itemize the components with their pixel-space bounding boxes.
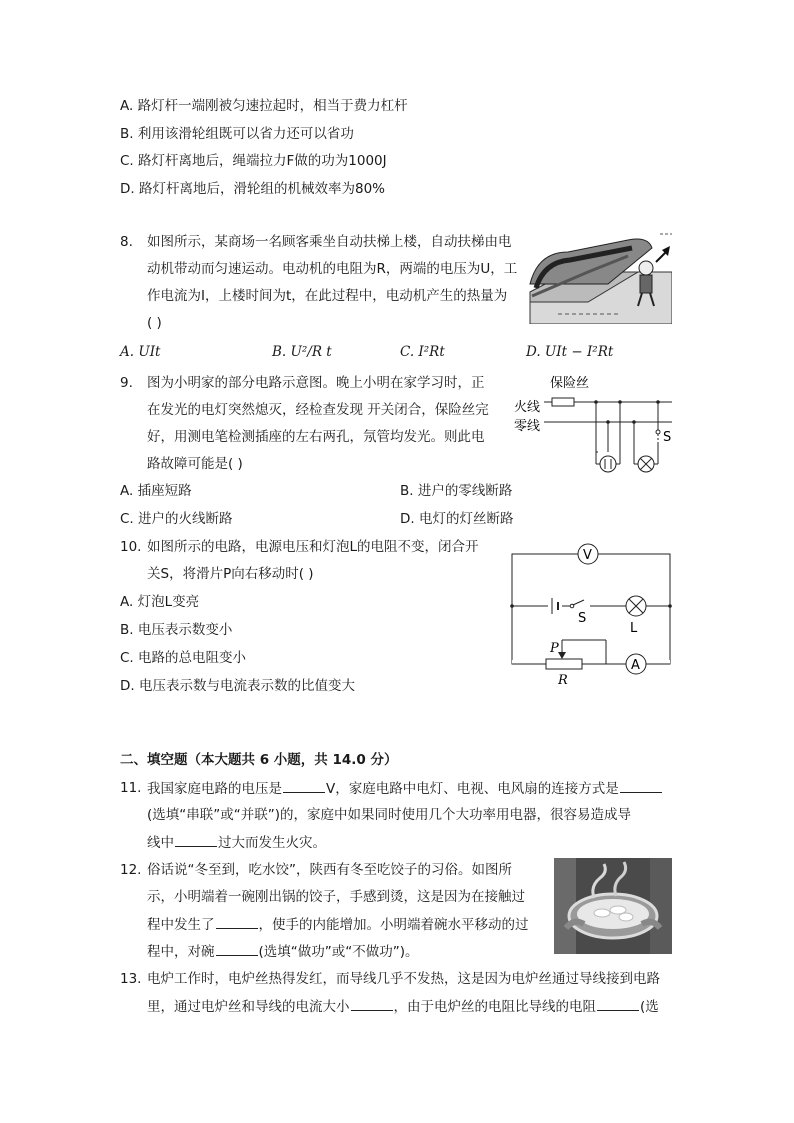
ammeter-label: A [631, 658, 640, 673]
q10-number: 10. [120, 539, 142, 555]
q9-line-3: 好，用测电笔检测插座的左右两孔，氖管均发光。则此电 [147, 429, 485, 445]
q8-option-d: D. UIt − I²Rt [526, 344, 614, 360]
q11-number: 11. [120, 780, 142, 796]
q13-line-2 [147, 996, 659, 1017]
q8-line-4: ( ) [147, 315, 162, 331]
q13-text-2b: ，由于电炉丝的电阻比导线的电阻 [393, 999, 596, 1015]
q10-line-1: 如图所示的电路，电源电压和灯泡L的电阻不变，闭合开 [147, 539, 479, 555]
q12-text-3b: ，使手的内能增加。小明端着碗水平移动的过 [258, 917, 529, 933]
q9-option-a: A. 插座短路 [120, 483, 192, 499]
q12-blank-1 [216, 914, 258, 929]
switch-s-label-2: S [578, 611, 587, 626]
q13-blank-2 [597, 996, 639, 1011]
q12-line-3 [147, 914, 529, 935]
q9-option-d: D. 电灯的灯丝断路 [400, 511, 514, 527]
q10-option-c: C. 电路的总电阻变小 [120, 650, 247, 666]
q13-blank-1 [351, 996, 393, 1011]
escalator-figure [528, 232, 672, 324]
q9-line-2: 在发光的电灯突然熄灭，经检查发现 开关闭合，保险丝完 [147, 402, 489, 418]
lamp-l-label: L [630, 621, 638, 636]
q12-text-4b: (选填“做功”或“不做功”)。 [258, 944, 419, 960]
fuse-label: 保险丝 [550, 376, 590, 391]
q10-option-d: D. 电压表示数与电流表示数的比值变大 [120, 678, 355, 694]
q7-option-c: C. 路灯杆离地后，绳端拉力F做的功为1000J [120, 153, 387, 169]
voltmeter-label: V [583, 548, 592, 563]
q8-option-c: C. I²Rt [400, 344, 445, 360]
q12-line-2: 示，小明端着一碗刚出锅的饺子，手感到烫，这是因为在接触过 [147, 889, 525, 905]
q11-blank-2 [620, 778, 662, 793]
q11-text-3a: 线中 [147, 835, 174, 851]
slider-p-label: P [550, 641, 559, 656]
household-circuit-figure [512, 372, 678, 478]
q12-blank-2 [216, 941, 258, 956]
q13-number: 13. [120, 971, 142, 987]
series-circuit-figure [506, 540, 674, 688]
q11-line-1 [147, 778, 663, 799]
q11-blank-1 [283, 778, 325, 793]
q11-text-1a: 我国家庭电路的电压是 [147, 781, 282, 797]
q7-option-a: A. 路灯杆一端刚被匀速拉起时，相当于费力杠杆 [120, 98, 408, 114]
q12-text-3a: 程中发生了 [147, 917, 215, 933]
q8-line-3: 作电流为I，上楼时间为t，在此过程中，电动机产生的热量为 [147, 288, 508, 304]
q9-option-b: B. 进户的零线断路 [400, 483, 513, 499]
q13-line-1: 电炉工作时，电炉丝热得发红，而导线几乎不发热，这是因为电炉丝通过导线接到电路 [147, 971, 660, 987]
q11-line-3 [147, 832, 326, 853]
q12-text-4a: 程中，对碗 [147, 944, 215, 960]
q10-line-2: 关S，将滑片P向右移动时( ) [147, 566, 314, 582]
switch-s-label: S [663, 430, 672, 445]
q11-blank-3 [175, 832, 217, 847]
q10-option-a: A. 灯泡L变亮 [120, 594, 200, 610]
q9-line-1: 图为小明家的部分电路示意图。晚上小明在家学习时，正 [147, 375, 485, 391]
q13-text-2c: (选 [640, 999, 659, 1015]
q8-line-1: 如图所示，某商场一名顾客乘坐自动扶梯上楼，自动扶梯由电 [147, 234, 512, 250]
q9-line-4: 路故障可能是( ) [147, 456, 243, 472]
q8-option-b: B. U²/R t [272, 344, 332, 360]
q9-option-c: C. 进户的火线断路 [120, 511, 233, 527]
live-wire-label: 火线 [514, 400, 541, 415]
q7-option-b: B. 利用该滑轮组既可以省力还可以省功 [120, 126, 354, 142]
neutral-wire-label: 零线 [514, 419, 541, 434]
q11-line-2: (选填“串联”或“并联”)的，家庭中如果同时使用几个大功率用电器，很容易造成导 [147, 807, 632, 823]
q7-option-d: D. 路灯杆离地后，滑轮组的机械效率为80% [120, 181, 385, 197]
q8-option-a: A. UIt [120, 344, 161, 360]
section-title-fill-in: 二、填空题（本大题共 6 小题，共 14.0 分） [120, 752, 398, 768]
q12-number: 12. [120, 862, 142, 878]
rheostat-r-label: R [558, 673, 568, 688]
q8-line-2: 动机带动而匀速运动。电动机的电阻为R，两端的电压为U，工 [147, 261, 518, 277]
q8-number: 8. [120, 234, 133, 250]
q11-text-1b: V，家庭电路中电灯、电视、电风扇的连接方式是 [326, 781, 619, 797]
q10-option-b: B. 电压表示数变小 [120, 622, 233, 638]
q12-line-1: 俗话说“冬至到，吃水饺”，陕西有冬至吃饺子的习俗。如图所 [147, 862, 512, 878]
q9-number: 9. [120, 375, 133, 391]
q11-text-3b: 过大而发生火灾。 [218, 835, 326, 851]
q13-text-2a: 里，通过电炉丝和导线的电流大小 [147, 999, 350, 1015]
dumpling-bowl-photo [554, 858, 672, 954]
q12-line-4 [147, 941, 419, 962]
